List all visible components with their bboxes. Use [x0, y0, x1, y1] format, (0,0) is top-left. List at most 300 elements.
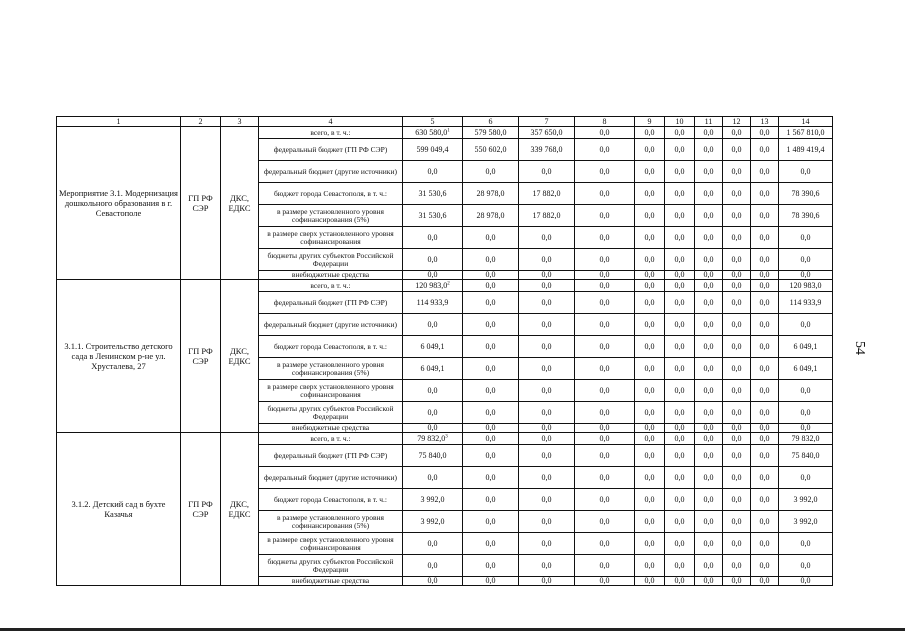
amount-value: 0,0: [731, 166, 742, 176]
amount-value: 0,0: [644, 363, 655, 373]
amount-value: 79 832,0: [417, 433, 446, 443]
amount-value: 0,0: [599, 280, 610, 290]
amount-value: 0,0: [703, 280, 714, 290]
amount-value: 0,0: [759, 166, 770, 176]
amount-cell: [779, 445, 833, 467]
amount-value: 0,0: [731, 407, 742, 417]
amount-value: 630 580,0: [415, 127, 448, 137]
amount-value: 0,0: [674, 127, 685, 137]
amount-value: 0,0: [731, 472, 742, 482]
amount-cell: [665, 336, 695, 358]
amount-cell: [665, 314, 695, 336]
amount-cell: [665, 533, 695, 555]
amount-cell: [695, 139, 723, 161]
amount-value: 0,0: [674, 232, 685, 242]
amount-cell: [635, 358, 665, 380]
amount-value: 0,0: [427, 254, 438, 264]
amount-cell: [519, 292, 575, 314]
amount-cell: [665, 249, 695, 271]
amount-cell: [463, 424, 519, 433]
activity-name-cell: 3.1.2. Детский сад в бухте Казачья: [57, 433, 181, 586]
amount-cell: [665, 358, 695, 380]
amount-cell: [779, 467, 833, 489]
amount-value: 0,0: [485, 423, 496, 432]
amount-value: 0,0: [599, 188, 610, 198]
amount-cell: [779, 280, 833, 292]
amount-cell: [403, 161, 463, 183]
amount-cell: [635, 467, 665, 489]
amount-value: 0,0: [731, 385, 742, 395]
amount-cell: [463, 467, 519, 489]
amount-cell: [723, 533, 751, 555]
amount-value: 0,0: [759, 144, 770, 154]
amount-cell: [751, 424, 779, 433]
amount-value: 0,0: [731, 494, 742, 504]
amount-value: 0,0: [674, 516, 685, 526]
amount-cell: [751, 183, 779, 205]
amount-cell: [695, 402, 723, 424]
amount-cell: [695, 489, 723, 511]
funding-source-cell: в размере сверх установленного уровня софинансирования: [259, 227, 403, 249]
amount-cell: [779, 358, 833, 380]
amount-cell: [779, 127, 833, 139]
amount-cell: [779, 489, 833, 511]
amount-cell: [695, 227, 723, 249]
amount-cell: [463, 139, 519, 161]
amount-value: 0,0: [599, 450, 610, 460]
amount-cell: [723, 161, 751, 183]
amount-value: 0,0: [731, 232, 742, 242]
amount-value: 0,0: [800, 319, 811, 329]
amount-value: 0,0: [599, 423, 610, 432]
amount-value: 0,0: [800, 385, 811, 395]
amount-value: 0,0: [485, 254, 496, 264]
amount-cell: [779, 433, 833, 445]
amount-value: 17 882,0: [532, 188, 561, 198]
amount-value: 0,0: [731, 363, 742, 373]
amount-value: 28 978,0: [476, 188, 505, 198]
amount-cell: [463, 577, 519, 586]
amount-cell: [779, 314, 833, 336]
amount-value: 0,0: [599, 166, 610, 176]
amount-value: 0,0: [599, 560, 610, 570]
amount-cell: [665, 511, 695, 533]
col-header: 4: [259, 117, 403, 127]
amount-cell: [751, 249, 779, 271]
amount-value: 0,0: [759, 270, 770, 279]
amount-cell: [403, 402, 463, 424]
amount-cell: [695, 205, 723, 227]
amount-cell: [751, 127, 779, 139]
amount-value: 0,0: [703, 538, 714, 548]
funding-source-cell: всего, в т. ч.:: [259, 433, 403, 445]
amount-value: 0,0: [674, 423, 685, 432]
amount-value: 0,0: [703, 516, 714, 526]
amount-cell: [519, 380, 575, 402]
amount-cell: [575, 445, 635, 467]
col-header: 2: [181, 117, 221, 127]
amount-value: 0,0: [759, 363, 770, 373]
amount-cell: [635, 249, 665, 271]
amount-value: 17 882,0: [532, 210, 561, 220]
amount-cell: [751, 445, 779, 467]
amount-cell: [403, 336, 463, 358]
col-header: 3: [221, 117, 259, 127]
amount-value: 1 489 419,4: [786, 144, 825, 154]
amount-value: 120 983,0: [415, 280, 448, 290]
amount-value: 0,0: [674, 576, 685, 585]
financing-table-sheet: [56, 116, 832, 586]
amount-cell: [665, 555, 695, 577]
amount-value: 0,0: [674, 210, 685, 220]
amount-value: 0,0: [759, 341, 770, 351]
amount-cell: [635, 127, 665, 139]
funding-source-cell: в размере установленного уровня софинансирования (5%): [259, 358, 403, 380]
amount-value: 6 049,1: [420, 363, 445, 373]
col-header: 5: [403, 117, 463, 127]
amount-cell: [519, 280, 575, 292]
amount-value: 0,0: [759, 472, 770, 482]
amount-cell: [403, 489, 463, 511]
amount-cell: [779, 380, 833, 402]
amount-cell: [723, 336, 751, 358]
amount-value: 0,0: [759, 407, 770, 417]
amount-cell: [751, 292, 779, 314]
amount-cell: [751, 533, 779, 555]
amount-cell: [751, 314, 779, 336]
scan-edge-line: [0, 628, 905, 631]
amount-value: 0,0: [599, 385, 610, 395]
amount-value: 0,0: [703, 560, 714, 570]
col-header: 14: [779, 117, 833, 127]
amount-cell: [723, 380, 751, 402]
amount-value: 0,0: [599, 254, 610, 264]
amount-value: 0,0: [427, 319, 438, 329]
amount-cell: [751, 433, 779, 445]
amount-value: 0,0: [703, 494, 714, 504]
amount-value: 0,0: [644, 560, 655, 570]
amount-cell: [635, 533, 665, 555]
amount-value: 0,0: [800, 270, 811, 279]
amount-cell: [695, 577, 723, 586]
amount-cell: [519, 127, 575, 139]
amount-cell: [635, 292, 665, 314]
amount-cell: [665, 139, 695, 161]
amount-value: 0,0: [703, 423, 714, 432]
amount-cell: [723, 280, 751, 292]
amount-cell: [665, 433, 695, 445]
amount-cell: [695, 380, 723, 402]
amount-value: 78 390,6: [791, 210, 820, 220]
amount-value: 0,0: [599, 363, 610, 373]
amount-cell: [635, 161, 665, 183]
funding-source-cell: бюджеты других субъектов Российской Федерации: [259, 402, 403, 424]
amount-value: 78 390,6: [791, 188, 820, 198]
amount-cell: [519, 139, 575, 161]
amount-cell: [403, 380, 463, 402]
col-header: 1: [57, 117, 181, 127]
amount-cell: [463, 249, 519, 271]
amount-value: 339 768,0: [530, 144, 563, 154]
amount-cell: [519, 183, 575, 205]
amount-value: 0,0: [541, 560, 552, 570]
amount-value: 0,0: [674, 363, 685, 373]
amount-cell: [751, 205, 779, 227]
amount-cell: [463, 433, 519, 445]
amount-cell: [575, 577, 635, 586]
amount-cell: [695, 555, 723, 577]
amount-cell: [779, 336, 833, 358]
amount-value: 0,0: [485, 516, 496, 526]
amount-cell: [575, 433, 635, 445]
amount-value: 0,0: [674, 188, 685, 198]
amount-value: 6 049,1: [793, 341, 818, 351]
amount-value: 0,0: [731, 560, 742, 570]
amount-cell: [463, 380, 519, 402]
amount-cell: [575, 402, 635, 424]
footnote-mark: 1: [447, 127, 450, 133]
amount-cell: [665, 380, 695, 402]
amount-value: 0,0: [427, 270, 438, 279]
amount-value: 0,0: [644, 166, 655, 176]
amount-value: 0,0: [644, 385, 655, 395]
amount-cell: [463, 555, 519, 577]
amount-value: 0,0: [731, 450, 742, 460]
amount-cell: [519, 227, 575, 249]
amount-cell: [463, 292, 519, 314]
amount-value: 0,0: [427, 407, 438, 417]
amount-value: 0,0: [644, 297, 655, 307]
amount-value: 0,0: [703, 385, 714, 395]
amount-cell: [751, 489, 779, 511]
funding-source-cell: бюджет города Севастополя, в т. ч.:: [259, 336, 403, 358]
amount-cell: [723, 227, 751, 249]
amount-cell: [403, 445, 463, 467]
amount-cell: [723, 249, 751, 271]
amount-cell: [665, 161, 695, 183]
amount-value: 114 933,9: [416, 297, 449, 307]
amount-value: 0,0: [644, 127, 655, 137]
funding-source-cell: внебюджетные средства: [259, 577, 403, 586]
amount-cell: [723, 402, 751, 424]
amount-value: 75 840,0: [791, 450, 820, 460]
amount-cell: [575, 358, 635, 380]
amount-value: 0,0: [599, 144, 610, 154]
amount-value: 3 992,0: [420, 516, 445, 526]
amount-cell: [463, 183, 519, 205]
amount-cell: [723, 424, 751, 433]
amount-value: 28 978,0: [476, 210, 505, 220]
amount-value: 0,0: [674, 166, 685, 176]
amount-cell: [403, 292, 463, 314]
amount-cell: [519, 358, 575, 380]
amount-cell: [463, 280, 519, 292]
amount-cell: [575, 161, 635, 183]
amount-value: 0,0: [800, 232, 811, 242]
amount-value: 0,0: [427, 423, 438, 432]
amount-cell: [723, 358, 751, 380]
amount-value: 0,0: [644, 254, 655, 264]
amount-cell: [635, 183, 665, 205]
amount-cell: [403, 511, 463, 533]
amount-value: 3 992,0: [793, 516, 818, 526]
amount-cell: [665, 280, 695, 292]
amount-cell: [723, 489, 751, 511]
funding-source-cell: внебюджетные средства: [259, 271, 403, 280]
amount-value: 0,0: [644, 576, 655, 585]
amount-value: 0,0: [485, 560, 496, 570]
amount-cell: [519, 433, 575, 445]
amount-cell: [665, 292, 695, 314]
funding-source-cell: федеральный бюджет (ГП РФ СЭР): [259, 445, 403, 467]
amount-cell: [575, 280, 635, 292]
amount-value: 0,0: [427, 232, 438, 242]
amount-cell: [695, 271, 723, 280]
amount-cell: [635, 314, 665, 336]
amount-cell: [519, 314, 575, 336]
funding-source-cell: в размере сверх установленного уровня софинансирования: [259, 380, 403, 402]
amount-value: 0,0: [703, 341, 714, 351]
col-header: 13: [751, 117, 779, 127]
amount-value: 0,0: [674, 297, 685, 307]
funding-source-cell: федеральный бюджет (другие источники): [259, 467, 403, 489]
amount-value: 0,0: [485, 270, 496, 279]
amount-cell: [779, 555, 833, 577]
amount-value: 0,0: [541, 494, 552, 504]
amount-value: 0,0: [427, 385, 438, 395]
amount-cell: [575, 555, 635, 577]
amount-cell: [723, 467, 751, 489]
amount-value: 0,0: [759, 210, 770, 220]
amount-cell: [575, 424, 635, 433]
funding-source-cell: федеральный бюджет (другие источники): [259, 314, 403, 336]
amount-value: 0,0: [485, 280, 496, 290]
amount-value: 0,0: [485, 319, 496, 329]
amount-value: 31 530,6: [418, 210, 447, 220]
amount-value: 0,0: [759, 297, 770, 307]
amount-value: 0,0: [759, 280, 770, 290]
amount-cell: [751, 139, 779, 161]
amount-cell: [403, 314, 463, 336]
amount-cell: [519, 161, 575, 183]
amount-value: 0,0: [541, 254, 552, 264]
amount-value: 0,0: [541, 297, 552, 307]
amount-cell: [635, 271, 665, 280]
footnote-mark: 2: [447, 280, 450, 286]
amount-cell: [463, 205, 519, 227]
amount-value: 0,0: [674, 407, 685, 417]
amount-value: 3 992,0: [793, 494, 818, 504]
amount-cell: [779, 183, 833, 205]
amount-cell: [403, 183, 463, 205]
amount-cell: [463, 445, 519, 467]
amount-value: 0,0: [731, 516, 742, 526]
amount-cell: [751, 227, 779, 249]
amount-value: 1 567 810,0: [786, 127, 825, 137]
amount-value: 0,0: [644, 472, 655, 482]
amount-value: 0,0: [703, 188, 714, 198]
amount-cell: [665, 402, 695, 424]
amount-cell: [575, 489, 635, 511]
amount-cell: [751, 467, 779, 489]
amount-cell: [695, 424, 723, 433]
funding-source-cell: всего, в т. ч.:: [259, 280, 403, 292]
amount-cell: [635, 424, 665, 433]
amount-cell: [779, 205, 833, 227]
amount-cell: [463, 511, 519, 533]
amount-value: 0,0: [427, 166, 438, 176]
amount-value: 0,0: [703, 166, 714, 176]
amount-cell: [695, 336, 723, 358]
amount-value: 0,0: [703, 319, 714, 329]
amount-value: 0,0: [731, 319, 742, 329]
amount-cell: [751, 358, 779, 380]
amount-cell: [751, 280, 779, 292]
amount-value: 0,0: [800, 166, 811, 176]
amount-value: 0,0: [644, 319, 655, 329]
amount-value: 0,0: [800, 560, 811, 570]
amount-value: 0,0: [674, 560, 685, 570]
amount-value: 0,0: [800, 407, 811, 417]
amount-value: 0,0: [759, 385, 770, 395]
amount-value: 0,0: [759, 127, 770, 137]
amount-cell: [519, 336, 575, 358]
amount-cell: [665, 227, 695, 249]
amount-cell: [665, 127, 695, 139]
amount-cell: [779, 271, 833, 280]
amount-value: 0,0: [759, 319, 770, 329]
amount-cell: [463, 336, 519, 358]
amount-cell: [695, 161, 723, 183]
amount-value: 0,0: [541, 385, 552, 395]
amount-cell: [695, 183, 723, 205]
amount-value: 0,0: [759, 576, 770, 585]
funding-source-cell: внебюджетные средства: [259, 424, 403, 433]
funding-source-cell: в размере сверх установленного уровня софинансирования: [259, 533, 403, 555]
table-row: [57, 127, 833, 139]
amount-cell: [779, 227, 833, 249]
amount-cell: [575, 533, 635, 555]
amount-value: 120 983,0: [789, 280, 822, 290]
amount-cell: [723, 271, 751, 280]
amount-value: 0,0: [541, 516, 552, 526]
amount-cell: [695, 280, 723, 292]
amount-cell: [665, 183, 695, 205]
amount-value: 79 832,0: [791, 433, 820, 443]
amount-cell: [519, 533, 575, 555]
amount-cell: [403, 533, 463, 555]
amount-value: 75 840,0: [418, 450, 447, 460]
amount-value: 0,0: [703, 270, 714, 279]
amount-cell: [723, 445, 751, 467]
amount-value: 579 580,0: [474, 127, 507, 137]
amount-value: 0,0: [800, 423, 811, 432]
amount-value: 0,0: [674, 450, 685, 460]
executor-cell: ГП РФ СЭР: [181, 127, 221, 280]
amount-cell: [519, 271, 575, 280]
funding-source-cell: бюджеты других субъектов Российской Федерации: [259, 249, 403, 271]
amount-value: 0,0: [703, 297, 714, 307]
amount-cell: [723, 127, 751, 139]
amount-cell: [403, 555, 463, 577]
amount-cell: [519, 445, 575, 467]
amount-value: 0,0: [759, 560, 770, 570]
amount-value: 0,0: [599, 538, 610, 548]
amount-value: 0,0: [644, 188, 655, 198]
amount-cell: [403, 424, 463, 433]
amount-cell: [635, 555, 665, 577]
amount-cell: [463, 271, 519, 280]
